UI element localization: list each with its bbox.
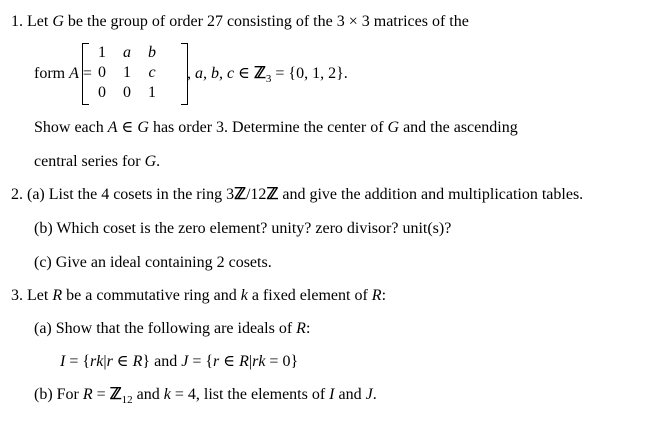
text: be a commutative ring and — [62, 287, 241, 304]
math-A: A — [69, 65, 79, 82]
text: and give the addition and multiplication tables. — [278, 186, 584, 203]
math-G: G — [52, 13, 64, 30]
math-k: k — [163, 386, 171, 403]
problem-2-number: 2. — [11, 186, 23, 203]
matrix-condition — [187, 65, 348, 85]
text: and the ascending — [399, 119, 518, 136]
problem-1-number: 1. — [11, 13, 23, 30]
text: } — [142, 353, 151, 370]
text: (a) Show that the following are ideals of — [34, 320, 297, 337]
text: has order 3. Determine the center of — [148, 119, 388, 136]
math-Z: ℤ — [109, 386, 122, 403]
subscript: 12 — [121, 394, 133, 406]
problem-3-intro — [11, 288, 386, 304]
text: ∈ — [219, 353, 240, 370]
text: (c) Give an ideal containing 2 cosets. — [34, 254, 272, 271]
math-I: I — [329, 386, 335, 403]
matrix-cell: a — [123, 44, 131, 61]
problem-3-a — [34, 321, 310, 337]
text: : — [381, 287, 387, 304]
problem-1-intro — [11, 14, 469, 30]
text: = { — [65, 353, 91, 370]
text: central series for — [34, 153, 145, 170]
text: = — [78, 65, 92, 82]
text: be the group of order 27 consisting of the 3 × 3 matrices of the — [63, 13, 469, 30]
math-J: J — [181, 353, 189, 370]
matrix-A — [82, 43, 188, 103]
problem-2-b — [34, 221, 451, 237]
problem-3-number: 3. — [11, 287, 23, 304]
text: = 4, list the elements of — [170, 386, 330, 403]
math-G: G — [144, 153, 157, 170]
math-Z: ℤ — [253, 65, 266, 82]
text: | — [248, 353, 253, 370]
text: . — [156, 153, 161, 170]
matrix-cell: 1 — [98, 44, 106, 61]
problem-2-a — [11, 187, 583, 203]
math-rk: rk — [90, 353, 104, 370]
math-r: r — [213, 353, 220, 370]
text: Show each — [34, 119, 108, 136]
text: = { — [188, 353, 214, 370]
math-R: R — [132, 353, 143, 370]
text: ∈ — [117, 119, 138, 136]
math-k: k — [240, 287, 248, 304]
text: . — [372, 386, 377, 403]
text: /12 — [245, 186, 267, 203]
math-rk: rk — [252, 353, 266, 370]
problem-2-c — [34, 255, 272, 271]
math-Z: ℤ — [234, 186, 246, 203]
text: Let — [27, 287, 53, 304]
text: | — [103, 353, 107, 370]
text: ∈ — [234, 65, 254, 82]
text: form — [34, 65, 70, 82]
text: = — [92, 386, 110, 403]
math-R: R — [239, 353, 249, 370]
math-R: R — [371, 287, 382, 304]
math-A: A — [107, 119, 118, 136]
math-Z: ℤ — [266, 186, 279, 203]
matrix-cell: c — [148, 64, 156, 81]
text: (a) List the 4 cosets in the ring 3 — [27, 186, 235, 203]
text: a fixed element of — [247, 287, 372, 304]
text: and — [334, 386, 366, 403]
matrix-left-bracket — [82, 43, 89, 105]
math-R: R — [52, 287, 63, 304]
text: (b) Which coset is the zero element? unity? zero divisor? unit(s)? — [34, 220, 452, 237]
matrix-cell: 0 — [98, 64, 106, 81]
matrix-cell: 0 — [123, 84, 131, 101]
problem-1-show — [34, 120, 518, 136]
text: and — [132, 386, 164, 403]
math-G: G — [137, 119, 149, 136]
math-G: G — [387, 119, 400, 136]
problem-1-central — [34, 154, 160, 170]
math-R: R — [82, 386, 93, 403]
math-R: R — [296, 320, 306, 337]
matrix-cell: 0 — [98, 84, 106, 101]
text: Let — [27, 13, 53, 30]
math-r: r — [106, 353, 113, 370]
matrix-cell: 1 — [123, 64, 131, 81]
matrix-cell: b — [148, 44, 156, 61]
text: ∈ — [112, 353, 133, 370]
math-J: J — [365, 386, 373, 403]
text: : — [305, 320, 311, 337]
text: (b) For — [34, 386, 83, 403]
matrix-cell: 1 — [148, 84, 156, 101]
text: and — [150, 353, 182, 370]
problem-3-b — [34, 386, 377, 406]
math-vars: , a, b, c — [187, 65, 235, 82]
math-I: I — [60, 353, 66, 370]
problem-3-ideals — [60, 354, 298, 370]
text: = 0} — [265, 353, 299, 370]
text: = {0, 1, 2}. — [271, 65, 348, 82]
subscript: 3 — [265, 73, 272, 85]
